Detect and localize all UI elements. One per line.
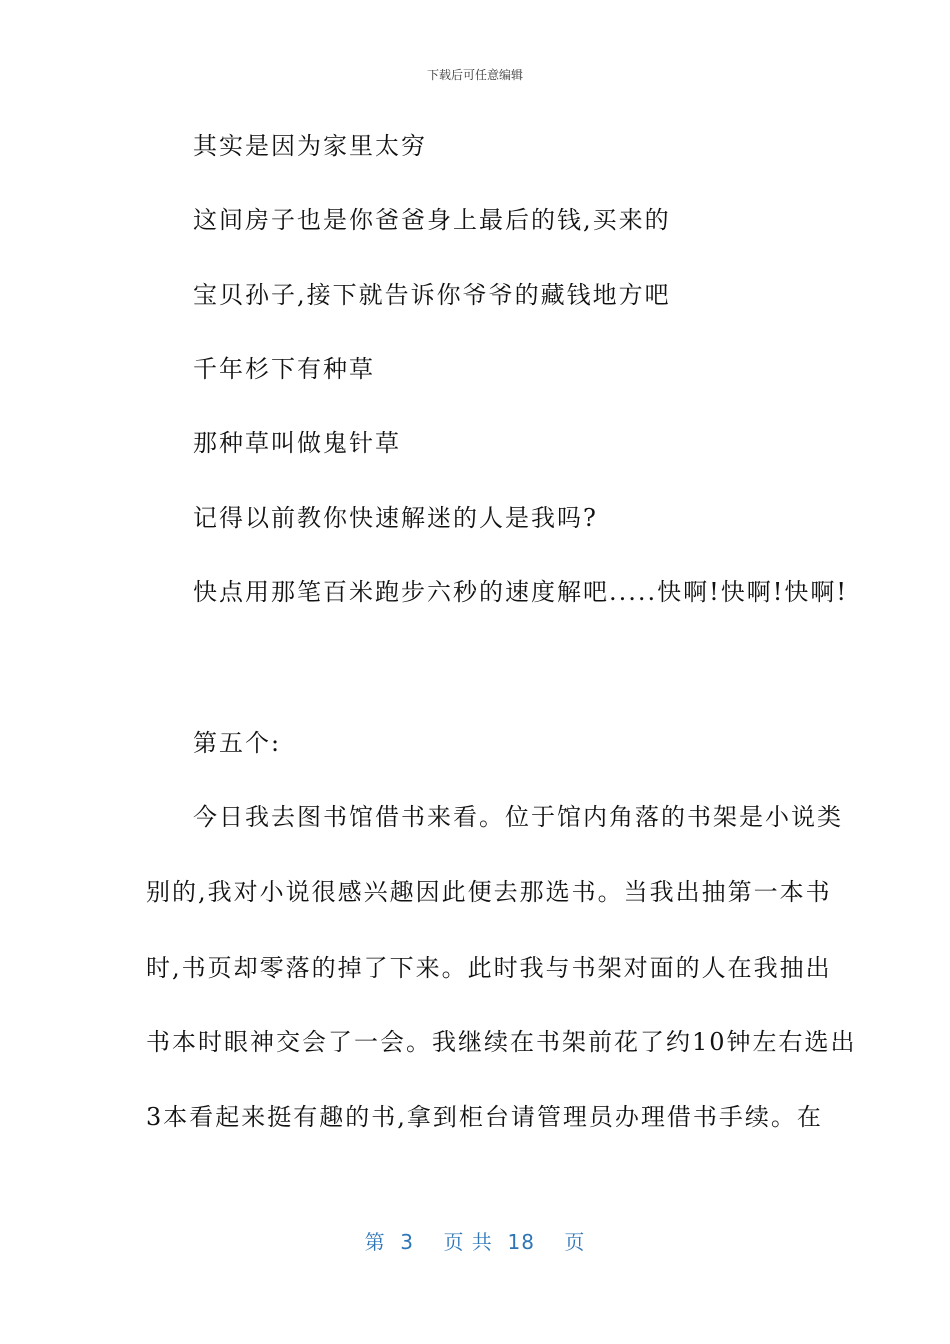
poem-line: 快点用那笔百米跑步六秒的速度解吧.....快啊!快啊!快啊! (193, 578, 849, 606)
paragraph-line: 时,书页却零落的掉了下来。此时我与书架对面的人在我抽出 (146, 954, 832, 982)
poem-line: 那种草叫做鬼针草 (193, 429, 401, 457)
page-footer (0, 1226, 950, 1255)
poem-line: 宝贝孙子,接下就告诉你爷爷的藏钱地方吧 (193, 281, 671, 309)
poem-line: 千年杉下有种草 (193, 355, 375, 383)
section-heading: 第五个: (193, 729, 282, 757)
poem-line: 记得以前教你快速解迷的人是我吗? (193, 504, 598, 532)
paragraph-line: 3本看起来挺有趣的书,拿到柜台请管理员办理借书手续。在 (146, 1103, 823, 1131)
page-number-label: 第 3 页 共 18 页 (364, 1230, 586, 1254)
paragraph-line: 别的,我对小说很感兴趣因此便去那选书。当我出抽第一本书 (146, 878, 832, 906)
poem-line: 这间房子也是你爸爸身上最后的钱,买来的 (193, 206, 671, 234)
poem-line: 其实是因为家里太穷 (193, 132, 427, 160)
paragraph-line: 今日我去图书馆借书来看。位于馆内角落的书架是小说类 (193, 803, 843, 831)
paragraph-line: 书本时眼神交会了一会。我继续在书架前花了约10钟左右选出 (146, 1028, 857, 1056)
header-note: 下载后可任意编辑 (426, 68, 523, 82)
